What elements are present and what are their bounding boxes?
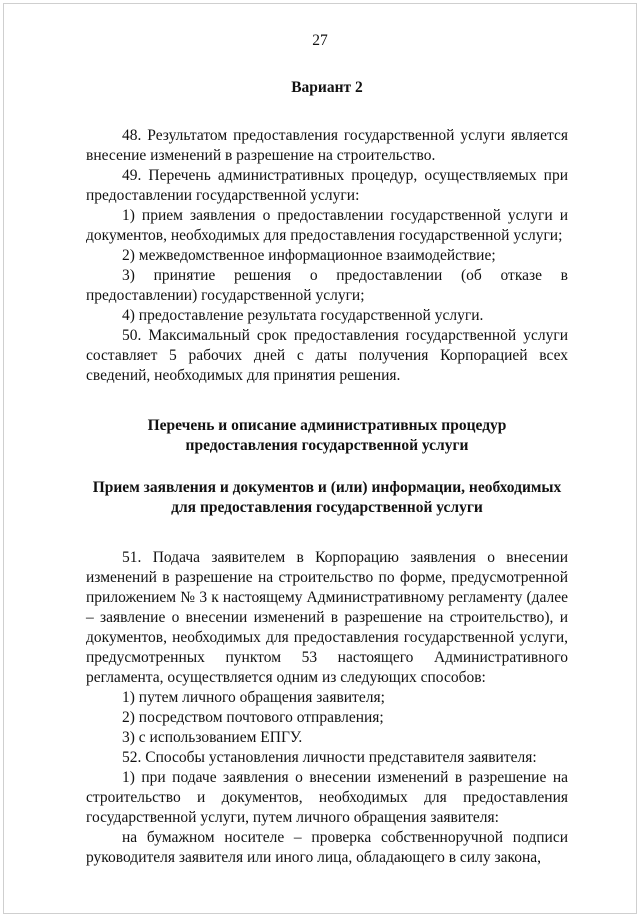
paragraph-48: 48. Результатом предоставления государственной услуги является внесение изменений в разрешение на строительство. (86, 127, 568, 164)
list-item-52-1: 1) при подаче заявления о внесении изменений в разрешение на строительство и документов, необходимых для предоставления государственной услуги, путем личного обращения заявителя: (86, 769, 568, 826)
paragraph-50: 50. Максимальный срок предоставления государственной услуги составляет 5 рабочих дней с даты получения Корпорацией всех сведений, необходимых для принятия решения. (86, 327, 568, 384)
section-title-line1: Перечень и описание административных процедур (147, 417, 507, 434)
document-body (86, 78, 568, 868)
page-number: 27 (312, 32, 328, 49)
paragraph-49: 49. Перечень административных процедур, осуществляемых при предоставлении государственной услуги: (86, 167, 568, 204)
paragraph-paper-carrier: на бумажном носителе – проверка собственноручной подписи руководителя заявителя или иного лица, обладающего в силу закона, (86, 829, 568, 866)
paragraph-52: 52. Способы установления личности представителя заявителя: (122, 749, 537, 766)
section-title-line2: предоставления государственной услуги (185, 437, 469, 454)
subsection-title-line1: Прием заявления и документов и (или) информации, необходимых (92, 479, 562, 496)
paragraph-51: 51. Подача заявителем в Корпорацию заявления о внесении изменений в разрешение на строительство по форме, предусмотренной приложением № 3 к настоящему Административному регламенту (далее – заявление о внесении изменений в разрешение на строительство), и документов, необходимых для предоставления государственной услуги, предусмотренных пунктом 53 настоящего Административного регламента, осуществляется одним из следующих способов: (86, 549, 568, 686)
variant-title: Вариант 2 (291, 79, 363, 96)
list-item-51-2: 2) посредством почтового отправления; (122, 709, 384, 726)
list-item-49-4: 4) предоставление результата государственной услуги. (122, 307, 484, 324)
list-item-51-3: 3) с использованием ЕПГУ. (122, 729, 303, 746)
list-item-49-3: 3) принятие решения о предоставлении (об отказе в предоставлении) государственной услуги; (86, 267, 568, 304)
subsection-title-line2: для предоставления государственной услуги (171, 499, 483, 516)
list-item-49-1: 1) прием заявления о предоставлении государственной услуги и документов, необходимых для предоставления государственной услуги; (86, 207, 568, 244)
list-item-49-2: 2) межведомственное информационное взаимодействие; (122, 247, 496, 264)
list-item-51-1: 1) путем личного обращения заявителя; (122, 689, 385, 706)
